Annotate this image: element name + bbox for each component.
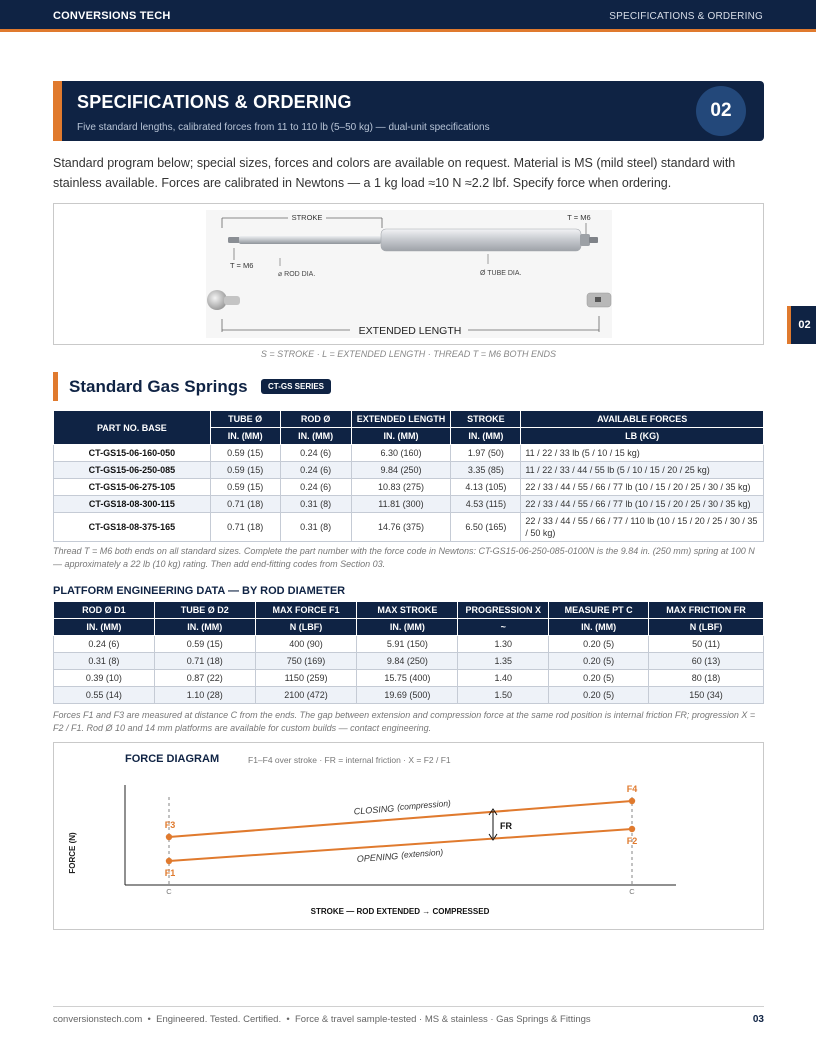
col-header: MAX FORCE F1 — [255, 602, 357, 619]
tube-thread — [589, 237, 598, 243]
label-f2: F2 — [626, 836, 638, 846]
opening-sublabel: (extension) — [400, 846, 444, 860]
table-row — [54, 479, 764, 496]
table-cell: 150 (34) — [649, 687, 764, 704]
unit-header: IN. (MM) — [154, 619, 255, 636]
cylinder-tube — [381, 229, 581, 251]
col-header: MAX STROKE — [357, 602, 458, 619]
table-cell: 0.24 (6) — [280, 445, 351, 462]
table-cell: 60 (13) — [649, 653, 764, 670]
table-cell: 1150 (259) — [255, 670, 357, 687]
measure-c-right: C — [629, 887, 635, 896]
table-cell: 750 (169) — [255, 653, 357, 670]
extended-length-label: EXTENDED LENGTH — [358, 325, 462, 337]
rod-diameter-label: ⌀ ROD DIA. — [278, 271, 316, 278]
table-cell: 11.81 (300) — [351, 496, 451, 513]
table-cell: 0.31 (8) — [280, 496, 351, 513]
table-cell: 0.55 (14) — [54, 687, 155, 704]
table-cell: 15.75 (400) — [357, 670, 458, 687]
tube-diameter-label: Ø TUBE DIA. — [480, 270, 522, 277]
col-header-tube: TUBE Ø — [210, 411, 280, 428]
table-cell: 0.20 (5) — [549, 636, 649, 653]
unit-header: IN. (MM) — [280, 428, 351, 445]
table-cell: 4.53 (115) — [451, 496, 521, 513]
table-cell: 10.83 (275) — [351, 479, 451, 496]
table-cell: 0.71 (18) — [210, 513, 280, 542]
table-row — [54, 462, 764, 479]
label-f3: F3 — [164, 820, 176, 830]
col-header-stroke: STROKE — [451, 411, 521, 428]
table-cell: 9.84 (250) — [357, 653, 458, 670]
friction-label: FR — [500, 821, 512, 831]
table-cell: 0.71 (18) — [154, 653, 255, 670]
part-number: CT-GS18-08-300-115 — [54, 496, 211, 513]
table-cell: 0.87 (22) — [154, 670, 255, 687]
table-cell: 6.50 (165) — [451, 513, 521, 542]
table-row — [54, 496, 764, 513]
unit-header: LB (KG) — [521, 428, 764, 445]
x-axis-label: STROKE — ROD EXTENDED → COMPRESSED — [310, 907, 490, 916]
col-header-rod: ROD Ø — [280, 411, 351, 428]
table-row — [54, 670, 764, 687]
table-cell: 22 / 33 / 44 / 55 / 66 / 77 lb (10 / 15 / 20 / 25 / 30 / 35 kg) — [521, 479, 764, 496]
header-section-title: SPECIFICATIONS & ORDERING — [609, 11, 763, 22]
table-cell: 400 (90) — [255, 636, 357, 653]
page-title: SPECIFICATIONS & ORDERING — [77, 92, 352, 112]
table-cell: 9.84 (250) — [351, 462, 451, 479]
force-diagram-plot — [54, 743, 765, 931]
table-cell: 11 / 22 / 33 lb (5 / 10 / 15 kg) — [521, 445, 764, 462]
table-cell: 2100 (472) — [255, 687, 357, 704]
force-diagram-title: FORCE DIAGRAM — [125, 753, 220, 765]
page-number: 03 — [752, 1014, 764, 1025]
unit-header: N (LBF) — [255, 619, 357, 636]
col-header: TUBE Ø D2 — [154, 602, 255, 619]
table-cell: 14.76 (375) — [351, 513, 451, 542]
force-diagram — [53, 742, 764, 930]
table-row — [54, 445, 764, 462]
col-header: MEASURE PT C — [549, 602, 649, 619]
table-cell: 0.59 (15) — [210, 445, 280, 462]
platform-table-note: Forces F1 and F3 are measured at distance C from the ends. The gap between extension and compression force at the same rod position is internal friction FR; progression X = F2 / F1. Rod Ø 10 and 14 mm platforms are available for custom builds — contact engineering. — [53, 710, 756, 733]
opening-label: OPENING — [356, 851, 399, 864]
part-number: CT-GS18-08-375-165 — [54, 513, 211, 542]
closing-sublabel: (compression) — [396, 797, 452, 813]
table-cell: 0.24 (6) — [280, 462, 351, 479]
point-f4 — [629, 798, 635, 804]
col-header: PROGRESSION X — [458, 602, 549, 619]
table-cell: 1.10 (28) — [154, 687, 255, 704]
table-cell: 50 (11) — [649, 636, 764, 653]
table-cell: 1.30 — [458, 636, 549, 653]
piston-rod — [239, 236, 381, 244]
closing-label: CLOSING — [353, 803, 395, 817]
col-header-forces: AVAILABLE FORCES — [521, 411, 764, 428]
series-badge: CT-GS SERIES — [261, 379, 331, 394]
part-number: CT-GS15-06-250-085 — [54, 462, 211, 479]
gas-spring-drawing — [54, 204, 765, 346]
unit-header: IN. (MM) — [357, 619, 458, 636]
unit-header: IN. (MM) — [451, 428, 521, 445]
measure-c-left: C — [166, 887, 172, 896]
table-cell: 0.71 (18) — [210, 496, 280, 513]
thread-label-right: T = M6 — [567, 213, 591, 222]
table-cell: 22 / 33 / 44 / 55 / 66 / 77 / 110 lb (10 / 15 / 20 / 25 / 30 / 35 / 50 kg) — [521, 513, 764, 542]
label-f1: F1 — [164, 868, 176, 878]
section-side-tab[interactable]: 02 — [787, 306, 816, 344]
table-cell: 0.59 (15) — [210, 462, 280, 479]
part-number: CT-GS15-06-275-105 — [54, 479, 211, 496]
table-cell: 0.31 (8) — [54, 653, 155, 670]
table-cell: 80 (18) — [649, 670, 764, 687]
intro-paragraph: Standard program below; special sizes, forces and colors are available on request. Material is MS (mild steel) standard with stainless available. Forces are calibrated in Newtons — a 1 kg load ≈10 N ≈2.2 lbf. Specify force when ordering. — [53, 156, 736, 190]
section-number-badge: 02 — [696, 86, 746, 136]
platform-data-table — [53, 601, 764, 704]
rod-thread — [228, 237, 240, 243]
col-header: MAX FRICTION FR — [649, 602, 764, 619]
table-row — [54, 687, 764, 704]
table-row — [54, 636, 764, 653]
top-header-bar — [0, 0, 816, 32]
page-subtitle: Five standard lengths, calibrated forces from 11 to 110 lb (5–50 kg) — dual-unit specifications — [77, 122, 490, 133]
table-cell: 19.69 (500) — [357, 687, 458, 704]
unit-header: IN. (MM) — [54, 619, 155, 636]
platform-data-heading: PLATFORM ENGINEERING DATA — BY ROD DIAMETER — [53, 585, 346, 597]
label-f4: F4 — [626, 784, 638, 794]
table-row — [54, 653, 764, 670]
table-cell: 1.97 (50) — [451, 445, 521, 462]
table-cell: 11 / 22 / 33 / 44 / 55 lb (5 / 10 / 15 / 20 / 25 kg) — [521, 462, 764, 479]
figure-caption: S = STROKE · L = EXTENDED LENGTH · THREAD T = M6 BOTH ENDS — [260, 349, 557, 359]
section-title: Standard Gas Springs — [69, 377, 248, 396]
table-cell: 1.35 — [458, 653, 549, 670]
table-cell: 0.20 (5) — [549, 670, 649, 687]
table-cell: 0.20 (5) — [549, 653, 649, 670]
footer-text: conversionstech.com • Engineered. Tested. Certified. • Force & travel sample-tested · MS & stainless · Gas Springs & Fittings — [53, 1014, 591, 1025]
table-cell: 5.91 (150) — [357, 636, 458, 653]
table-cell: 0.20 (5) — [549, 687, 649, 704]
table-cell: 4.13 (105) — [451, 479, 521, 496]
page-footer — [53, 1006, 764, 1025]
unit-header: N (LBF) — [649, 619, 764, 636]
unit-header: IN. (MM) — [210, 428, 280, 445]
col-header: ROD Ø D1 — [54, 602, 155, 619]
thread-label-left: T = M6 — [230, 261, 254, 270]
point-f1 — [166, 858, 172, 864]
part-number: CT-GS15-06-160-050 — [54, 445, 211, 462]
table-cell: 1.50 — [458, 687, 549, 704]
col-header-extended-length: EXTENDED LENGTH — [351, 411, 451, 428]
unit-header: IN. (MM) — [549, 619, 649, 636]
table-cell: 1.40 — [458, 670, 549, 687]
point-f3 — [166, 834, 172, 840]
force-diagram-subtitle: F1–F4 over stroke · FR = internal friction · X = F2 / F1 — [248, 755, 451, 765]
table-cell: 0.31 (8) — [280, 513, 351, 542]
table-cell: 0.59 (15) — [154, 636, 255, 653]
col-header-part-no: PART NO. BASE — [54, 411, 211, 445]
stroke-dimension-label: STROKE — [291, 213, 323, 222]
unit-header: ~ — [458, 619, 549, 636]
standard-springs-table — [53, 410, 764, 542]
table-cell: 0.59 (15) — [210, 479, 280, 496]
table-cell: 3.35 (85) — [451, 462, 521, 479]
section-banner — [53, 81, 764, 141]
brand-name: CONVERSIONS TECH — [53, 10, 171, 22]
y-axis-label: FORCE (N) — [68, 832, 77, 874]
point-f2 — [629, 826, 635, 832]
standard-gas-springs-heading — [53, 372, 331, 401]
springs-table-note: Thread T = M6 both ends on all standard sizes. Complete the part number with the force code in Newtons: CT-GS15-06-250-085-0100N is the 9.84 in. (250 mm) spring at 100 N — approximately a 22 lb (10 kg) rating. Then add end-fitting codes from Section 03. — [53, 546, 755, 569]
table-cell: 0.24 (6) — [280, 479, 351, 496]
table-cell: 0.24 (6) — [54, 636, 155, 653]
table-row — [54, 513, 764, 542]
table-cell: 22 / 33 / 44 / 55 / 66 / 77 lb (10 / 15 / 20 / 25 / 30 / 35 kg) — [521, 496, 764, 513]
table-cell: 6.30 (160) — [351, 445, 451, 462]
table-cell: 0.39 (10) — [54, 670, 155, 687]
gas-spring-figure — [53, 203, 764, 345]
unit-header: IN. (MM) — [351, 428, 451, 445]
